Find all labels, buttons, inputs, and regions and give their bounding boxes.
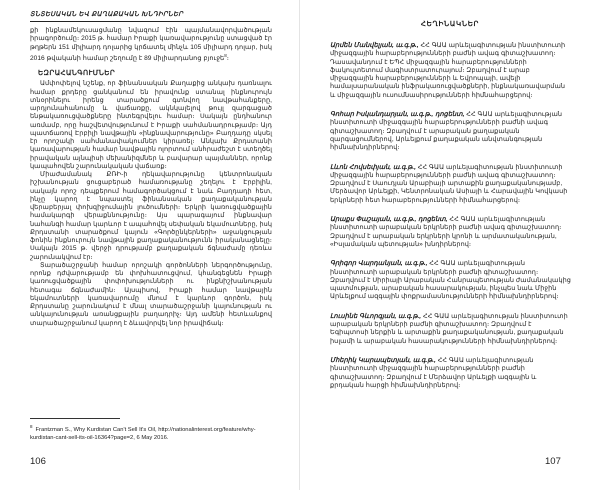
paragraph: Միաժամանակ ՔՌԻ-ի ղեկավարությունը կենտրոնական իշխանության ցուցաբերած համառությանը շեղելու է Էրբիլին, սակայն որոշ դեպքերում համագործակցում է նաև Բաղդադի հետ, ինչը կարող է նպաստել ֆինանսական քաղաքականության վերաբերյալ փոխզիջումային լուծումների։ Երկրի կառուցվածքային համակարգի վերաքննությունը։ Այս պարագայում ինքնավար նահանգի համար կարևոր է ապահովել սեփական եկամուտները, իսկ Քրդստանի տարածքում կայուն «Գործընկերների» աջակցության ֆոնին ինքնուրույն նավթային քաղաքականությունն իրականացնելը։ Սակայն 2015 թ. վերջի դրությամբ քաղաքական ճգնաժամը դեռևս շարունակվում էր։ [30,171,272,261]
author-entry [330,357,572,390]
author-bio: ՀՀ ԳԱԱ արևելագիտության ինստիտուտի միջազգային հարաբերությունների բաժնի ավագ գիտաշխատող։ Զբաղվում է Սաուդյան Արաբիայի արտաքին քաղաքականությամբ, Մերձավոր Արևելքի, Կենտրոնական Ասիայի և Հարավային Կովկասի երկրների հետ հարաբերությունների հիմնահարցերով։ [330,163,568,204]
author-name: Գոհար Իսկանդարյան, ա.գ.թ., դոցենտ, [330,111,465,119]
paragraph: Ամփոփելով նշենք, որ ֆինանսական Քաղաքից անկախ դառնալու համար քրդերը ցանկանում են իրավունք ստանալ ինքնուրույն տնօրինելու իրենց տարածքում գտնվող նավթահանքերը, արդյունահանումը և վաճառքը, ակնկալելով թույլ զարգացած ենթակառուցվածքները ինտեգրվելու համար։ Սակայն ընդհանուր առմամբ, որը հաշվետվությունում է Իրաքի սահմանադրությամբ։ Այդ պատճառով Էրբիլի նավթային «ինքնավարությունը» Բաղդադը սկսել էր որոշակի սահմանափակումներ կիրառել։ Անկախ Քրդստանի կառավարության համար նավթային ոլորտում անհրաժեշտ է ստեղծել իրավական այնպիսի մեխանիզմներ և բավարար պայմաններ, որոնք կապահովեն շարունակական վաճառք։ [30,80,272,170]
footnote-text: Frantzman S., Why Kurdistan Can't Sell It's Oil, http://nationalinterest.org/feature/why-kurdistan-cant-sell-its-oil-16364?page=2, 6 May 2016. [30,426,256,441]
intro-paragraph: քի ինքնամեկուսացմանը նվազում էին պայմանավորվածության իրագործումը։ 2015 թ. համար Իրաքի կառավարությունը ստացված էր թղթերն 151 միլիարդ դոլարից կրճատել մինչև 105 միլիարդ դոլար, իսկ 2016 թվականի համար շեղումը է 89 միլիարդանոց բյուջե$^8$։ [30,27,272,62]
footnote-ref: 8 [224,52,227,58]
author-name: Գրիգոր Վարդանյան, ա.գ.թ., [330,260,428,268]
right-page [300,0,600,490]
author-bio: ՀՀ ԳԱԱ արևելագիտության ինստիտուտի արաբական երկրների բաժնի ավագ գիտաշխատող։ Զբաղվում է արաբական երկրների կրոնի և արմատականության, «Իսլամական պետության» խնդիրներով։ [330,216,562,248]
author-entry [330,313,572,346]
footnote [30,423,272,442]
author-name: Արաքս Փաշայան, ա.գ.թ., դոցենտ, [330,216,448,224]
author-bio: ՀՀ ԳԱԱ արևելագիտության ինստիտուտի արաբական երկրների բաժնի գիտաշխատող։ Զբաղվում է Եգիպտոսի ներքին և արտաքին քաղաքականության, քաղաքական իսլամի և արաբական հասարակությունների հիմնախնդիրներով։ [330,312,568,345]
article-body [30,27,272,328]
author-bio: ՀՀ ԳԱԱ արևելագիտության ինստիտուտի միջազգային հարաբերությունների բաժնի ավագ գիտաշխատող։ Զբաղվում է արաբական քաղաքական զարգացումներով, Արևելքում քաղաքական անվտանգության հիմնախնդիրներով։ [330,111,563,152]
author-entry [330,216,572,249]
authors-title: ՀԵՂԻՆԱԿՆԵՐ [420,19,480,28]
author-bio: ՀՀ ԳԱԱ արևելագիտության ինստիտուտի միջազգային հարաբերությունների բաժնի գիտաշխատող։ Զբաղվում է Մերձավոր Արևելքի ազգային և քրդական հարցի հիմնախնդիրներով։ [330,356,537,389]
author-entry [330,260,572,301]
footnote-number: 8 [30,424,33,429]
page-number-right: 107 [545,456,561,467]
paragraph: Տարածաշրջանի համար որոշակի գործոնների ներգործությունը, որոնք դժվարությամբ են փոխհատուցվում, կհանգեցնեն Իրաքի կառուցվածքային փոփոխությունների ու ինքնիշխանության հետագա ճգնաժամին։ Այսպիսով, Իրաքի համար նավթային եկամուտների կառավարումը մնում է կարևոր գործոն, իսկ Քրդստանը շարունակում է մնալ տարածաշրջանի կայունության ու անկայունության առանցքային բաղադրիչ։ Այդ ամենի հետևանքով տարածաշրջանում կարող է ձևավորվել նոր իրավիճակ։ [30,261,272,327]
section-heading: ԵԶՐԱՀԱՆԳՈՒՄՆԵՐ [38,68,116,78]
author-entry [330,42,572,100]
page-number-left: 106 [30,456,46,467]
author-name: Լևոն Հովսեփյան, ա.գ.թ., [330,163,416,171]
author-name: Լուսինե Գևորգյան, ա.գ.թ., [330,312,422,320]
author-entry [330,111,572,152]
header-rule [30,21,270,22]
footnote-rule [30,418,120,419]
author-bio: ՀՀ ԳԱԱ արևելագիտության ինստիտուտի միջազգային հարաբերությունների բաժնի ավագ գիտաշխատող։ Դասավանդում է ԵՊՀ միջազգային հարաբերությունների ֆակուլտետում մագիստրատուրայում։ Զբաղվում է արաբ միջազգային հարաբերությունների և Եվրոպայի, ավելի համալսարանական ինֆրակառուցվածքների, ինքնակառավարման և միջազգային ուսումնասիրությունների հիմնահարցերով։ [330,42,566,99]
author-name: Արմեն Մանվելյան, ա.գ.թ., [330,42,419,49]
running-header: ՏՆՏԵՍԱԿԱՆ ԵՎ ՔԱՂԱՔԱԿԱՆ ԽՆԴԻՐՆԵՐ [30,11,184,18]
author-name: Մհերիկ Կարապետյան, ա.գ.թ., [330,356,436,364]
authors-list [330,42,572,401]
author-entry [330,164,572,205]
author-bio: ՀՀ ԳԱԱ արևելագիտության ինստիտուտի արաբական երկրների բաժնի գիտաշխատող։ Զբաղվում է Սիրիայի Արաբական Հանրապետության ժամանակակից պատմության, արաբական հասարակության, ինչպես նաև Միջին Արևելքում ազգային փոքրամասնությունների հիմնախնդիրներով։ [330,260,571,301]
